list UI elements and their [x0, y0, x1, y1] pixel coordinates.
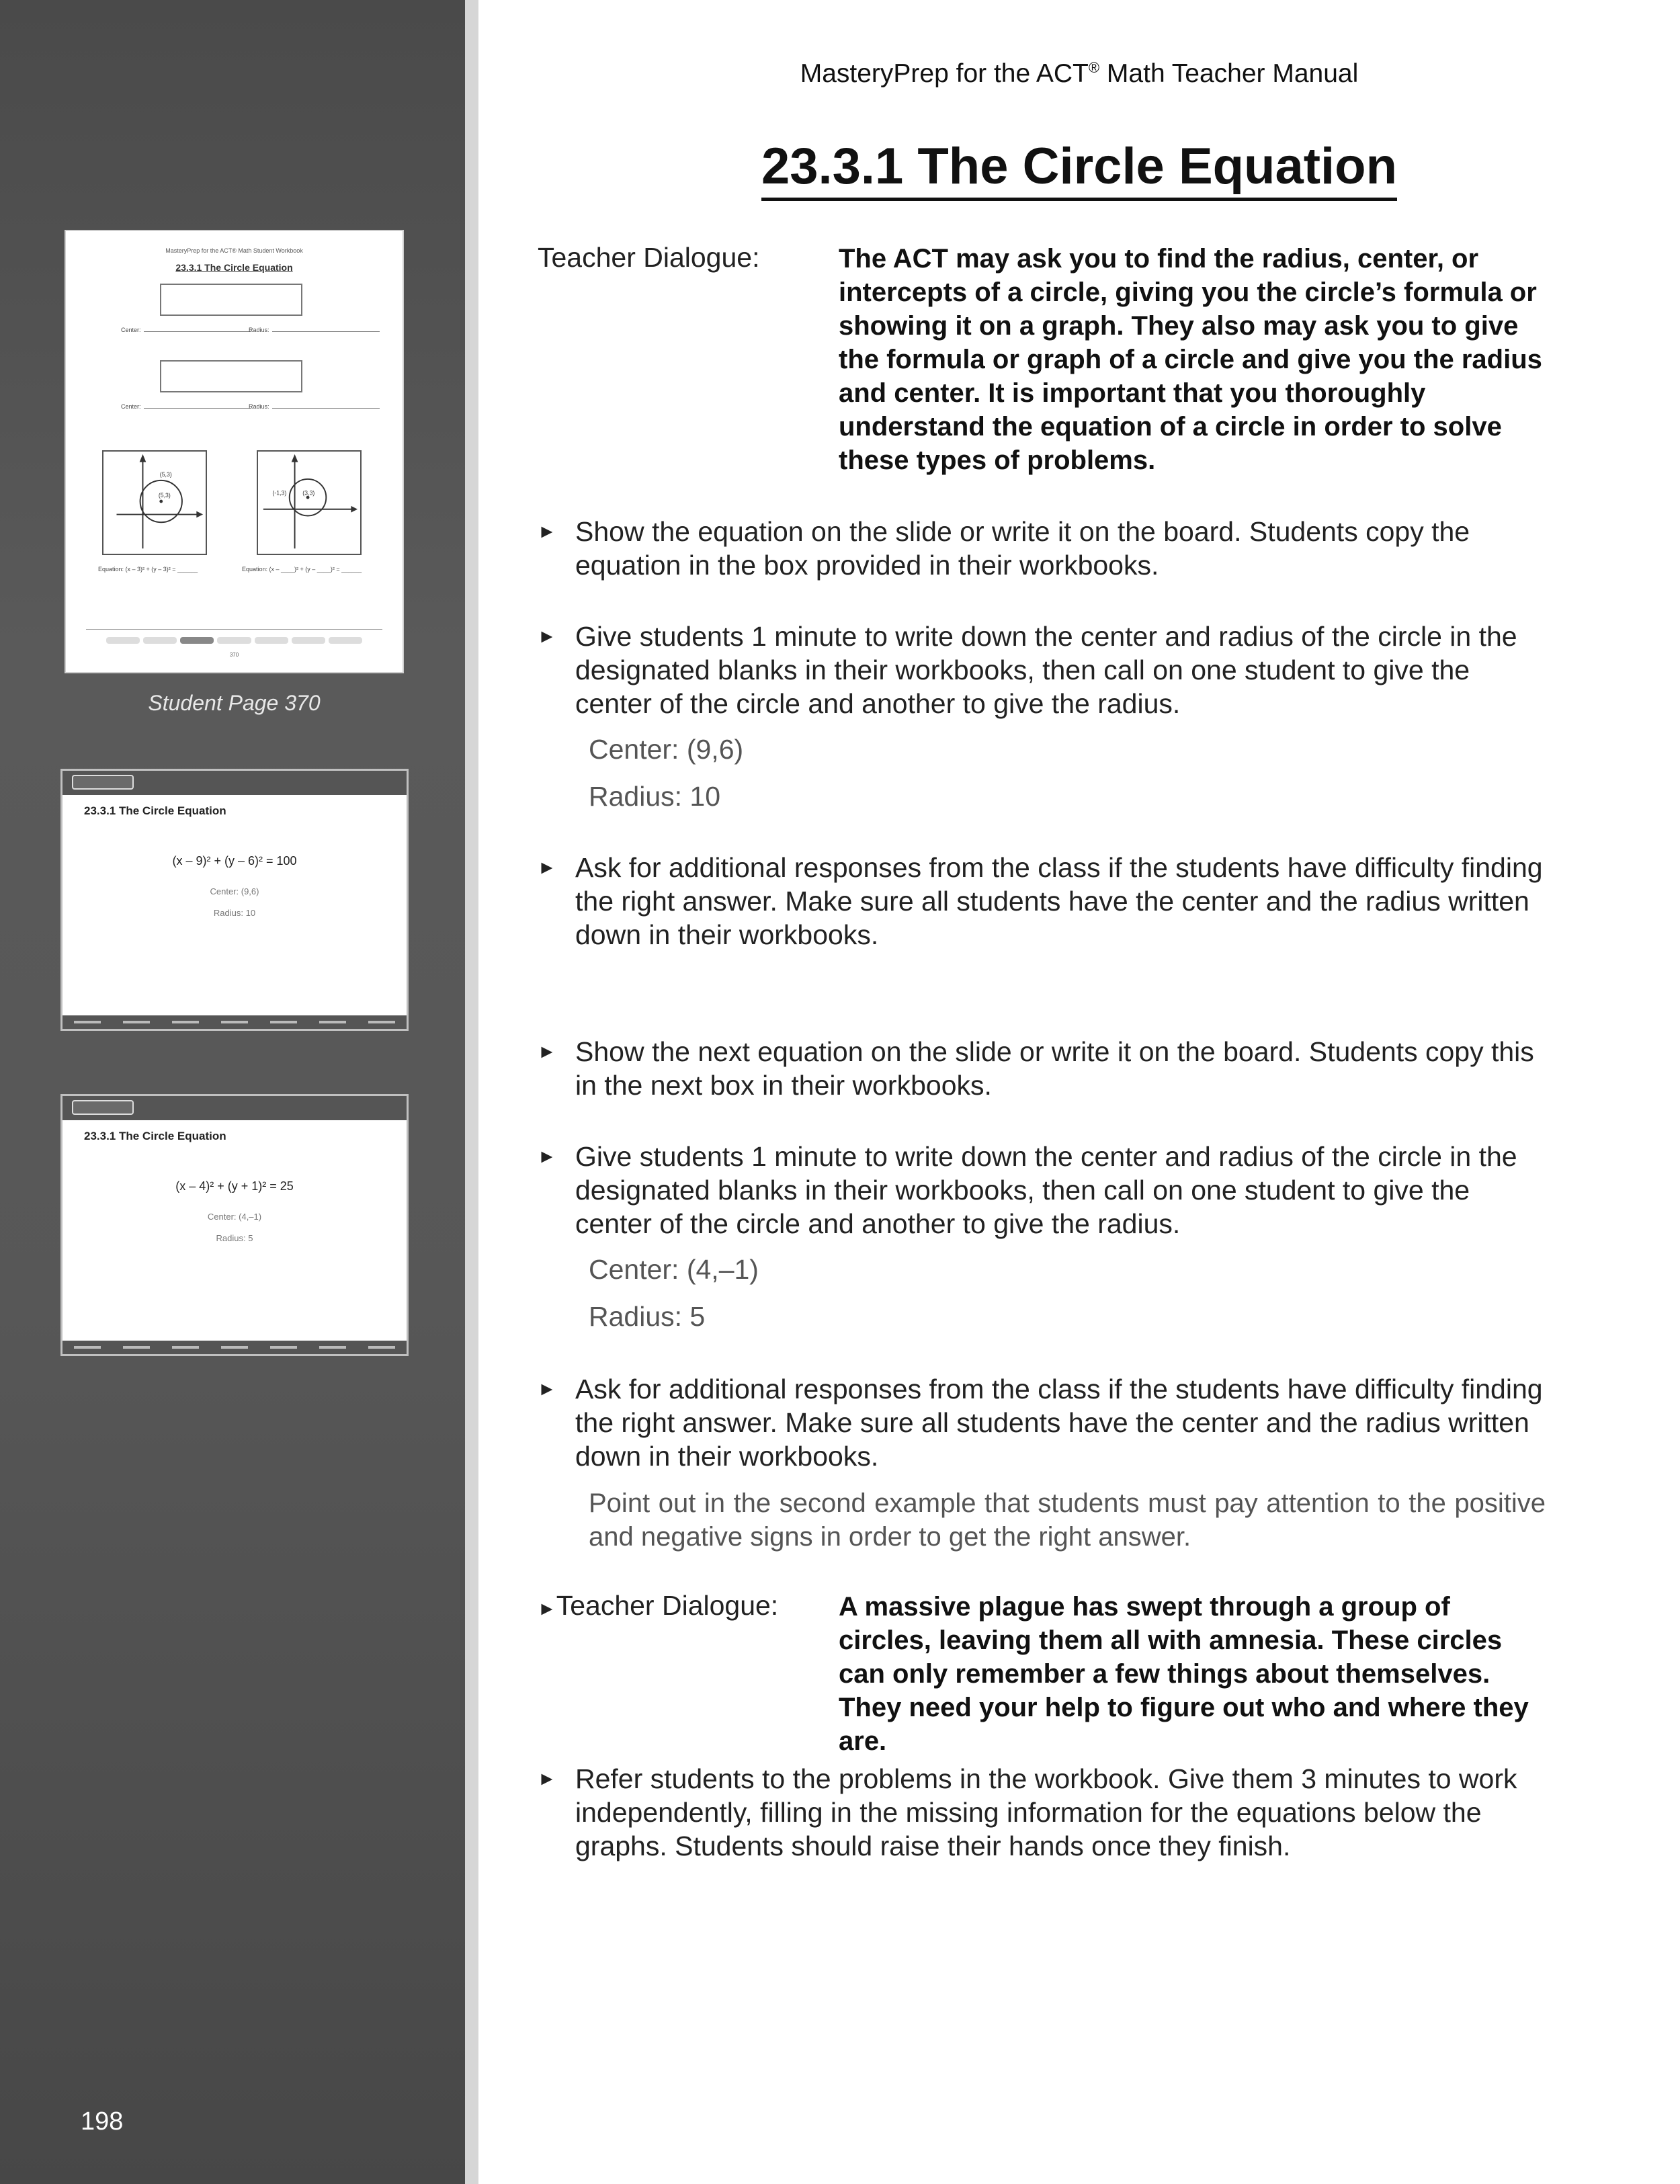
slide-2-equation: (x – 4)² + (y + 1)² = 25	[175, 1179, 294, 1193]
graph-2-label-b: (3,3)	[302, 489, 315, 497]
answer-2-center: Center: (4,–1)	[589, 1254, 759, 1285]
graph-2-label-a: (-1,3)	[272, 489, 287, 497]
masteryprep-logo	[72, 1100, 134, 1115]
student-page-number: 370	[229, 652, 239, 658]
bullet-6: ► Ask for additional responses from the class if the students have difficulty finding the right answer. Make sure all students have the center and the radius written down in their workbooks.	[538, 1374, 1543, 1472]
bullet-arrow-icon: ►	[538, 1598, 556, 1619]
answer-1-radius: Radius: 10	[589, 781, 721, 812]
slide-1-topbar	[62, 771, 407, 795]
student-page-caption: Student Page 370	[148, 691, 321, 715]
slide-2-radius: Radius: 5	[216, 1233, 253, 1243]
answer-2-radius: Radius: 5	[589, 1301, 706, 1332]
bullet-3: ► Ask for additional responses from the class if the students have difficulty finding the right answer. Make sure all students have the center and the radius written down in their workbooks.	[538, 852, 1543, 950]
bullet-arrow-icon: ►	[538, 1378, 556, 1399]
student-page-footer-rule	[86, 629, 382, 630]
page-number: 198	[81, 2107, 124, 2136]
graph-1-label-a: (5,3)	[159, 471, 172, 478]
student-page-title: 23.3.1 The Circle Equation	[175, 262, 293, 273]
graph-2-equation: Equation: (x – ____)² + (y – ____)² = ______	[242, 566, 362, 573]
bullet-5: ► Give students 1 minute to write down the center and radius of the circle in the designated blanks in their workbooks, then call on one student to give the center of the circle and another to give the radius.	[538, 1141, 1517, 1239]
bullet-arrow-icon: ►	[538, 521, 556, 542]
slide-1-equation: (x – 9)² + (y – 6)² = 100	[172, 854, 297, 868]
sidebar-divider	[465, 0, 478, 2184]
center-field-2: Center:	[121, 403, 251, 410]
bullet-arrow-icon: ►	[538, 1146, 556, 1167]
slide-2-topbar	[62, 1096, 407, 1120]
teacher-dialogue-2: A massive plague has swept through a group of circles, leaving them all with amnesia. These circles can only remember a few things about themselves. They need your help to figure out who and where they are.	[839, 1592, 1529, 1756]
teacher-dialogue-label-1: Teacher Dialogue:	[538, 242, 760, 273]
bullet-2: ► Give students 1 minute to write down the center and radius of the circle in the designated blanks in their workbooks, then call on one student to give the center of the circle and another to give the radius.	[538, 621, 1517, 719]
bullet-arrow-icon: ►	[538, 1041, 556, 1062]
radius-field-1: Radius:	[249, 327, 380, 333]
masteryprep-logo	[72, 775, 134, 790]
teacher-dialogue-label-2: ►Teacher Dialogue:	[538, 1590, 779, 1621]
teacher-note: Point out in the second example that students must pay attention to the positive and negative signs in order to get the right answer.	[589, 1488, 1546, 1552]
student-page-thumbnail[interactable]	[65, 230, 404, 673]
bullet-arrow-icon: ►	[538, 626, 556, 646]
slide-thumbnail-2[interactable]	[60, 1094, 409, 1356]
answer-1-center: Center: (9,6)	[589, 734, 744, 765]
bullet-7: ► Refer students to the problems in the workbook. Give them 3 minutes to work independently, filling in the missing information for the equations below the graphs. Students should raise their hands once they finish.	[538, 1763, 1517, 1861]
slide-2-title: 23.3.1 The Circle Equation	[84, 1130, 226, 1142]
equation-box-2	[160, 360, 302, 392]
slide-1-radius: Radius: 10	[213, 908, 256, 918]
bullet-4: ► Show the next equation on the slide or write it on the board. Students copy this in the next box in their workbooks.	[538, 1036, 1534, 1101]
graph-1-label-b: (5,3)	[158, 492, 171, 499]
slide-2-nav	[62, 1341, 407, 1354]
slide-thumbnail-1[interactable]	[60, 769, 409, 1031]
page-title: 23.3.1 The Circle Equation	[478, 137, 1680, 196]
graph-1-equation: Equation: (x – 3)² + (y – 3)² = ______	[98, 566, 198, 573]
graph-2	[257, 450, 362, 555]
center-field-1: Center:	[121, 327, 251, 333]
slide-1-center: Center: (9,6)	[210, 886, 259, 896]
graph-1	[102, 450, 207, 555]
bullet-1: ► Show the equation on the slide or write it on the board. Students copy the equation in the box provided in their workbooks.	[538, 516, 1470, 581]
slide-1-nav	[62, 1015, 407, 1029]
radius-field-2: Radius:	[249, 403, 380, 410]
student-page-header: MasteryPrep for the ACT® Math Student Workbook	[165, 247, 303, 254]
running-head: MasteryPrep for the ACT® Math Teacher Manual	[800, 59, 1359, 88]
bullet-arrow-icon: ►	[538, 857, 556, 878]
slide-2-center: Center: (4,–1)	[207, 1212, 262, 1222]
equation-box-1	[160, 284, 302, 316]
teacher-dialogue-1: The ACT may ask you to find the radius, center, or intercepts of a circle, giving you the circle’s formula or showing it on a graph. They also may ask you to give the formula or graph of a circle and give you the radius and center. It is important that you thoroughly understand the equation of a circle in order to solve these types of problems.	[839, 244, 1542, 475]
sidebar	[0, 0, 465, 2184]
student-page-nav	[106, 637, 362, 644]
bullet-arrow-icon: ►	[538, 1768, 556, 1789]
slide-1-title: 23.3.1 The Circle Equation	[84, 804, 226, 817]
